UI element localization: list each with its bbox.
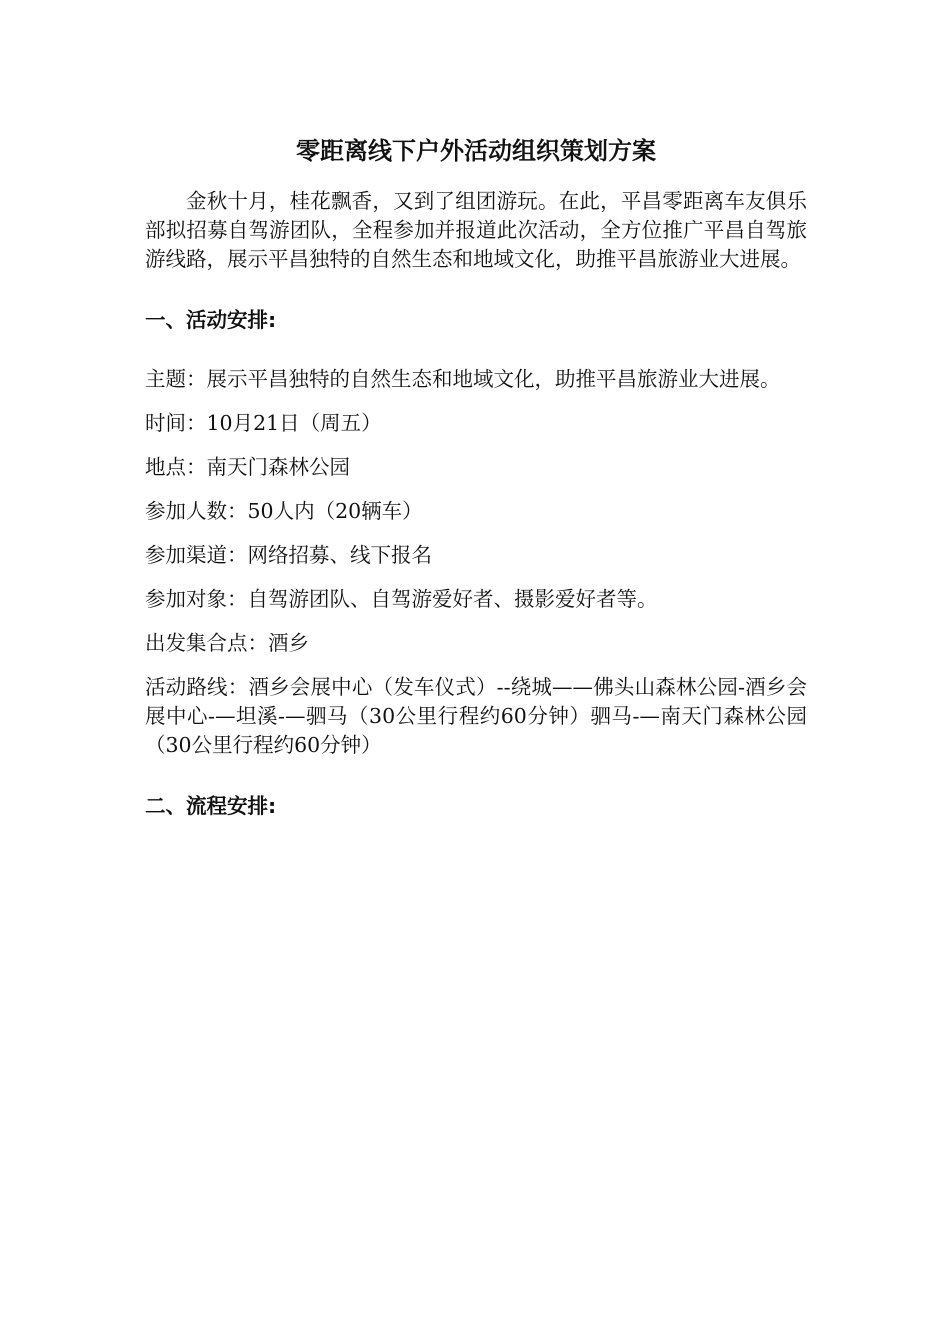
- item-value: 展示平昌独特的自然生态和地域文化，助推平昌旅游业大进展。: [206, 367, 781, 391]
- list-item-location: [145, 453, 807, 482]
- list-item-theme: [145, 365, 807, 394]
- item-value: 酒乡: [268, 631, 309, 655]
- list-item-channels: [145, 541, 807, 570]
- item-value: 网络招募、线下报名: [247, 543, 432, 567]
- document-body: [145, 133, 807, 821]
- item-label: 参加人数：: [145, 499, 248, 523]
- intro-paragraph: 金秋十月，桂花飘香，又到了组团游玩。在此，平昌零距离车友俱乐部拟招募自驾游团队，全程参加并报道此次活动，全方位推广平昌自驾旅游线路，展示平昌独特的自然生态和地域文化，助推平昌旅游业大进展。: [145, 189, 807, 271]
- activity-details-list: [145, 365, 807, 760]
- section-heading-process: 二、流程安排:: [145, 794, 277, 818]
- item-value: 10月21日（周五）: [206, 411, 382, 435]
- list-item-route: [145, 673, 807, 760]
- list-item-audience: [145, 585, 807, 614]
- list-item-participants: [145, 497, 807, 526]
- item-value: 酒乡会展中心（发车仪式）--绕城——佛头山森林公园-酒乡会展中心-—坦溪-—驷马（30公里行程约60分钟）驷马-—南天门森林公园（30公里行程约60分钟）: [145, 675, 808, 757]
- list-item-time: [145, 409, 807, 438]
- item-label: 出发集合点：: [145, 631, 268, 655]
- item-label: 参加渠道：: [145, 543, 248, 567]
- item-value: 南天门森林公园: [206, 455, 350, 479]
- item-label: 参加对象：: [145, 587, 248, 611]
- item-label: 时间：: [145, 411, 207, 435]
- item-label: 主题：: [145, 367, 207, 391]
- item-label: 地点：: [145, 455, 207, 479]
- section-heading-activity: 一、活动安排:: [145, 308, 277, 332]
- list-item-meeting-point: [145, 629, 807, 658]
- item-label: 活动路线：: [145, 675, 249, 699]
- item-value: 50人内（20辆车）: [247, 499, 423, 523]
- item-value: 自驾游团队、自驾游爱好者、摄影爱好者等。: [247, 587, 658, 611]
- document-title: 零距离线下户外活动组织策划方案: [296, 137, 656, 165]
